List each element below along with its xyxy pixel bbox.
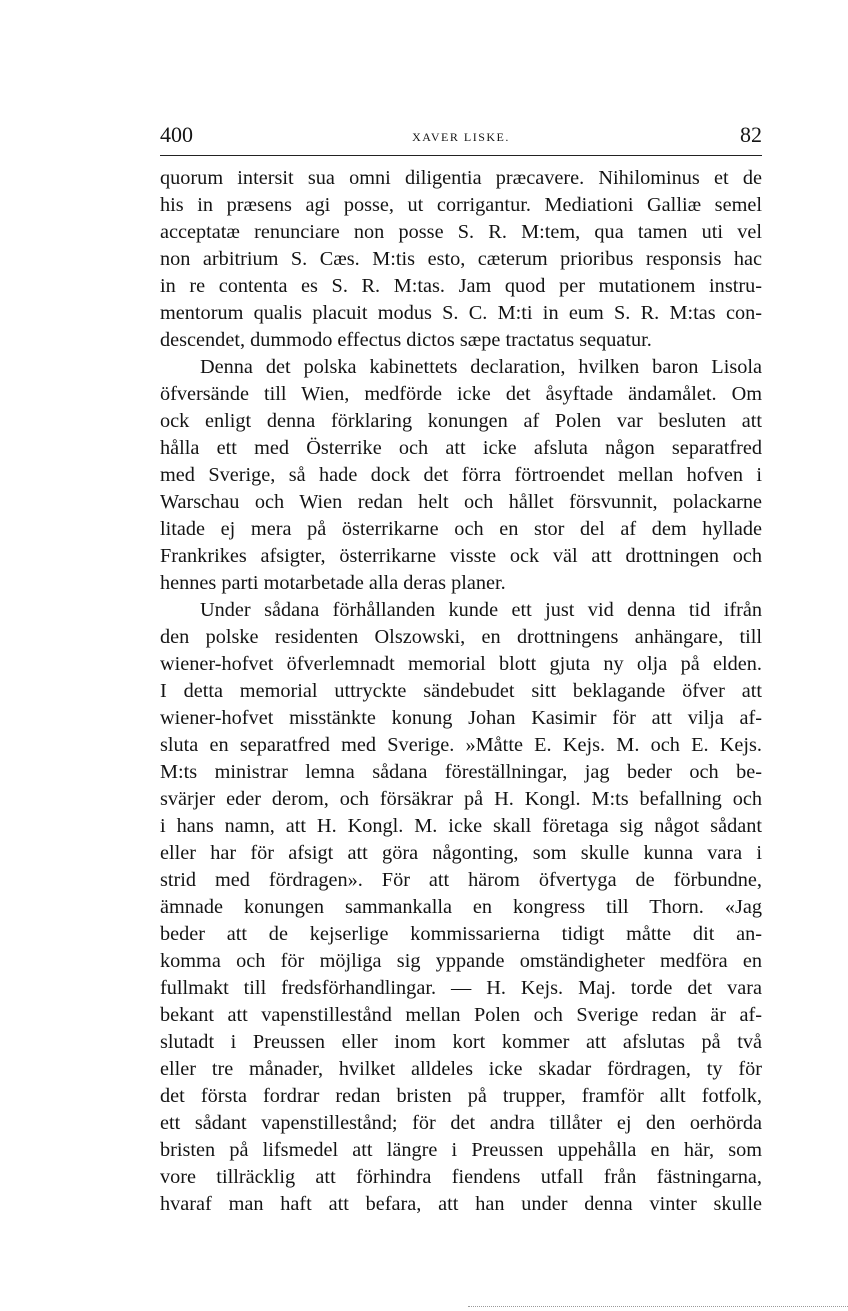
text-line: komma och för möjliga sig yppande omständigheter medföra en [160,950,762,972]
body-text [160,165,762,1218]
text-line: his in præsens agi posse, ut corrigantur. Mediationi Galliæ semel [160,194,762,216]
text-line: beder att de kejserlige kommissarierna tidigt måtte dit an- [160,923,762,945]
text-line: sluta en separatfred med Sverige. »Måtte E. Kejs. M. och E. Kejs. [160,734,762,756]
running-title: XAVER LISKE. [412,130,510,144]
text-line: descendet, dummodo effectus dictos sæpe tractatus sequatur. [160,329,652,351]
text-line: i hans namn, att H. Kongl. M. icke skall företaga sig något sådant [160,815,762,837]
page-number: 400 [160,122,193,147]
scan-edge-dots [468,1306,848,1307]
text-line: svärjer eder derom, och försäkrar på H. Kongl. M:ts befallning och [160,788,762,810]
paragraph-declaration [160,354,762,597]
text-line: eller har för afsigt att göra någonting, som skulle kunna vara i [160,842,762,864]
text-line: in re contenta es S. R. M:tas. Jam quod per mutationem instru- [160,275,762,297]
text-line: mentorum qualis placuit modus S. C. M:ti in eum S. R. M:tas con- [160,302,762,324]
text-line: Warschau och Wien redan helt och hållet försvunnit, polackarne [160,491,762,513]
text-line: Frankrikes afsigter, österrikarne visste ock väl att drottningen och [160,545,762,567]
text-line: bristen på lifsmedel att längre i Preussen uppehålla en här, som [160,1139,762,1161]
text-line: det första fordrar redan bristen på trupper, framför allt fotfolk, [160,1085,762,1107]
header-rule [160,155,762,156]
text-line: med Sverige, så hade dock det förra förtroendet mellan hofven i [160,464,762,486]
text-line: strid med fördragen». För att härom öfvertyga de förbundne, [160,869,762,891]
text-line: Denna det polska kabinettets declaration, hvilken baron Lisola [200,356,762,378]
text-line: bekant att vapenstillestånd mellan Polen och Sverige redan är af- [160,1004,762,1026]
text-line: quorum intersit sua omni diligentia præcavere. Nihilominus et de [160,167,762,189]
text-line: acceptatæ renunciare non posse S. R. M:tem, qua tamen uti vel [160,221,762,243]
text-line: den polske residenten Olszowski, en drottningens anhängare, till [160,626,762,648]
text-line: Under sådana förhållanden kunde ett just vid denna tid ifrån [200,599,762,621]
text-line: vore tillräcklig att förhindra fiendens utfall från fästningarna, [160,1166,762,1188]
text-line: hvaraf man haft att befara, att han under denna vinter skulle [160,1193,762,1215]
text-line: eller tre månader, hvilket alldeles icke skadar fördragen, ty för [160,1058,762,1080]
text-line: non arbitrium S. Cæs. M:tis esto, cæterum prioribus responsis hac [160,248,762,270]
page-header [160,122,762,156]
text-line: I detta memorial uttryckte sändebudet sitt beklagande öfver att [160,680,762,702]
text-line: litade ej mera på österrikarne och en stor del af dem hyllade [160,518,762,540]
text-line: wiener-hofvet öfverlemnadt memorial blott gjuta ny olja på elden. [160,653,762,675]
text-line: hålla ett med Österrike och att icke afsluta någon separatfred [160,437,762,459]
text-line: M:ts ministrar lemna sådana föreställningar, jag beder och be- [160,761,762,783]
text-line: fullmakt till fredsförhandlingar. — H. Kejs. Maj. torde det vara [160,977,762,999]
text-line: ett sådant vapenstillestånd; för det andra tillåter ej den oerhörda [160,1112,762,1134]
section-number: 82 [740,122,762,147]
text-line: ämnade konungen sammankalla en kongress till Thorn. «Jag [160,896,762,918]
text-line: ock enligt denna förklaring konungen af Polen var besluten att [160,410,762,432]
paragraph-latin-quote [160,165,762,354]
text-line: hennes parti motarbetade alla deras planer. [160,572,506,594]
text-line: wiener-hofvet misstänkte konung Johan Kasimir för att vilja af- [160,707,762,729]
text-line: öfversände till Wien, medförde icke det åsyftade ändamålet. Om [160,383,762,405]
text-line: slutadt i Preussen eller inom kort kommer att afslutas på två [160,1031,762,1053]
paragraph-memorial [160,597,762,1218]
